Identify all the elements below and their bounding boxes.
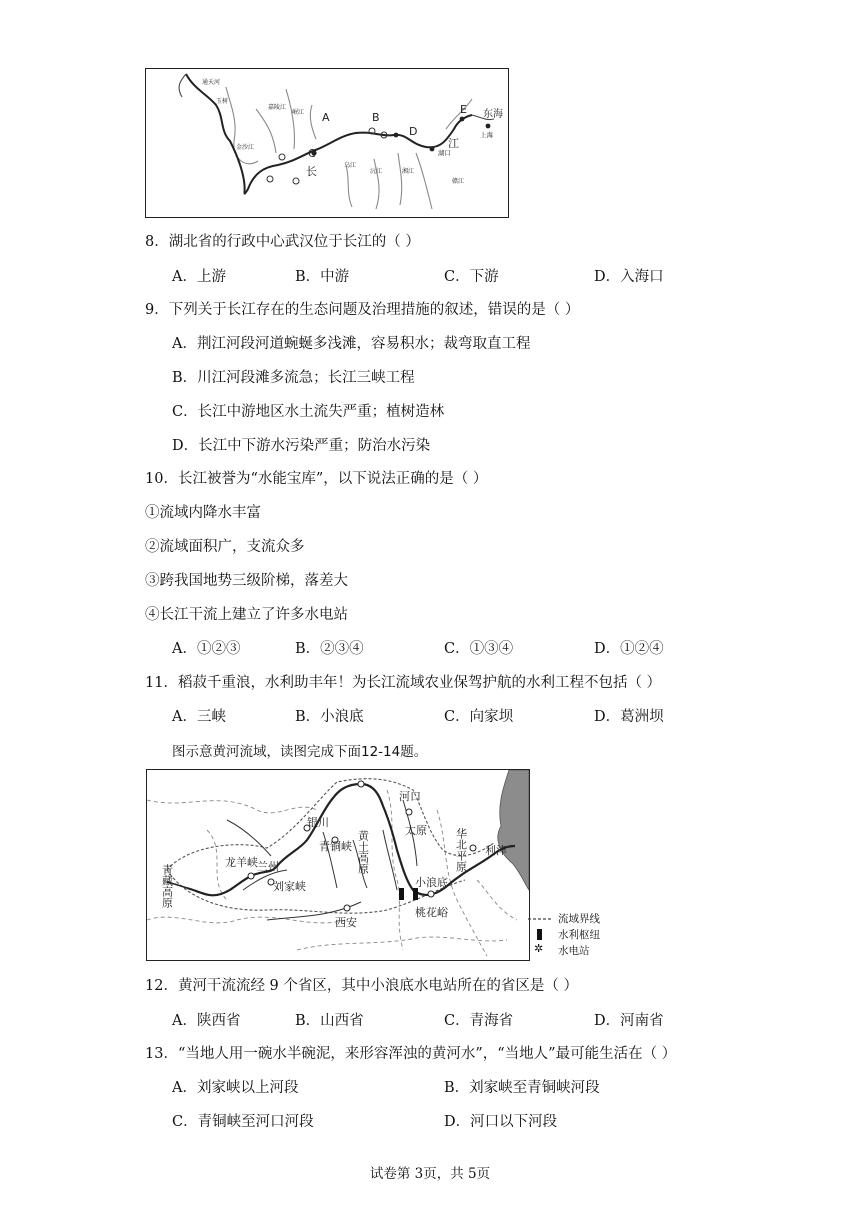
- q13-option-b[interactable]: B．刘家峡至青铜峡河段: [444, 1080, 600, 1096]
- legend-hydropower-station: 水电站: [558, 945, 590, 957]
- q10-statement-1: ①流域内降水丰富: [145, 505, 261, 521]
- q8-option-c[interactable]: C．下游: [444, 269, 499, 285]
- legend-water-project: 水利枢纽: [558, 929, 600, 941]
- map1-label-shanghai: 上海: [480, 131, 493, 139]
- q11-stem: 11．稻菽千重浪，水利助丰年！为长江流域农业保驾护航的水利工程不包括（ ）: [145, 675, 662, 691]
- q9-option-a[interactable]: A．荆江河段河道蜿蜒多浅滩，容易积水；裁弯取直工程: [172, 336, 531, 352]
- q8-stem: 8．湖北省的行政中心武汉位于长江的（ ）: [145, 234, 420, 250]
- yangtze-map: [145, 68, 509, 218]
- q11-option-c[interactable]: C．向家坝: [444, 709, 514, 725]
- map1-label-jialingjiang: 嘉陵江: [268, 104, 287, 111]
- q10-statement-2: ②流域面积广，支流众多: [145, 539, 305, 555]
- q11-option-d[interactable]: D．葛洲坝: [594, 709, 664, 725]
- map2-label-qingtongxia: 青铜峡: [319, 840, 352, 853]
- q12-option-d[interactable]: D．河南省: [594, 1013, 664, 1029]
- map1-label-hukou: 湖口: [438, 149, 451, 157]
- legend-basin-boundary: 流域界线: [558, 913, 600, 925]
- map1-label-d: D: [409, 125, 418, 138]
- yellow-river-map-svg: [147, 770, 529, 960]
- hydropower-station-legend-icon: ✲: [534, 942, 544, 955]
- q10-option-b[interactable]: B．②③④: [295, 641, 364, 657]
- map1-label-xiangjiang: 湘江: [402, 168, 415, 175]
- q9-option-b[interactable]: B．川江河段滩多流急；长江三峡工程: [172, 370, 415, 386]
- map1-label-ganjiang: 赣江: [452, 178, 465, 185]
- q8-option-b[interactable]: B．中游: [295, 269, 350, 285]
- q10-stem: 10．长江被誉为“水能宝库”，以下说法正确的是（ ）: [145, 471, 488, 487]
- q13-option-c[interactable]: C．青铜峡至河口河段: [172, 1114, 314, 1130]
- map1-label-jinshajiang: 金沙江: [236, 144, 255, 151]
- map1-label-b: B: [372, 111, 380, 124]
- q9-stem: 9．下列关于长江存在的生态问题及治理措施的叙述，错误的是（ ）: [145, 302, 580, 318]
- map1-label-wujiang: 乌江: [344, 162, 357, 169]
- q10-option-c[interactable]: C．①③④: [444, 641, 514, 657]
- q10-option-a[interactable]: A．①②③: [172, 641, 241, 657]
- map1-label-minjiang: 岷江: [292, 109, 305, 116]
- map2-label-qingzang: 青藏高原: [160, 864, 174, 908]
- q13-stem: 13．“当地人用一碗水半碗泥，来形容浑浊的黄河水”，“当地人”最可能生活在（ ）: [145, 1046, 677, 1062]
- q10-option-d[interactable]: D．①②④: [594, 641, 664, 657]
- q12-option-b[interactable]: B．山西省: [295, 1013, 364, 1029]
- map2-label-xian: 西安: [335, 916, 357, 929]
- map1-label-yushu: 玉树: [216, 98, 229, 105]
- map2-legend: [528, 911, 638, 959]
- q9-option-c[interactable]: C．长江中游地区水土流失严重；植树造林: [172, 404, 445, 420]
- q10-statement-4: ④长江干流上建立了许多水电站: [145, 607, 348, 623]
- yellow-river-map: [146, 769, 530, 961]
- map2-label-huangtu: 黄土高原: [356, 830, 370, 874]
- q11-option-b[interactable]: B．小浪底: [295, 709, 364, 725]
- q13-option-a[interactable]: A．刘家峡以上河段: [172, 1080, 299, 1096]
- map1-label-chang: 长: [306, 165, 317, 178]
- map1-label-e: E: [460, 103, 467, 116]
- q9-option-d[interactable]: D．长江中下游水污染严重；防治水污染: [172, 438, 431, 454]
- q13-option-d[interactable]: D．河口以下河段: [444, 1114, 558, 1130]
- map2-label-lijin: 利津: [485, 844, 507, 857]
- yangtze-map-svg: [146, 69, 508, 217]
- map2-label-huabei: 华北平原: [454, 828, 468, 872]
- q12-option-a[interactable]: A．陕西省: [172, 1013, 241, 1029]
- dam-legend-icon: [528, 929, 552, 941]
- map2-label-yinchuan: 银川: [307, 816, 329, 829]
- q11-option-a[interactable]: A．三峡: [172, 709, 226, 725]
- q12-stem: 12．黄河干流流经 9 个省区，其中小浪底水电站所在的省区是（ ）: [145, 978, 579, 994]
- map1-label-donghai: 东海: [483, 109, 503, 120]
- map1-label-c: C: [308, 147, 316, 160]
- map2-label-taohuayu: 桃花峪: [415, 906, 448, 919]
- map2-label-taiyuan: 太原: [405, 824, 427, 837]
- map1-label-tongtianhe: 通天河: [202, 79, 221, 86]
- map2-label-lanzhou: 兰州: [257, 860, 279, 873]
- q10-statement-3: ③跨我国地势三级阶梯，落差大: [145, 573, 348, 589]
- section-intro: 图示意黄河流域，读图完成下面12-14题。: [172, 744, 428, 760]
- q8-option-a[interactable]: A．上游: [172, 269, 226, 285]
- map2-label-liujiaxia: 刘家峡: [273, 880, 306, 893]
- q12-option-c[interactable]: C．青海省: [444, 1013, 514, 1029]
- map2-label-hekou: 河口: [399, 790, 421, 803]
- map1-label-jiang: 江: [448, 137, 459, 150]
- map2-label-xiaolangdi: 小浪底: [415, 876, 448, 889]
- basin-boundary-legend-icon: [528, 914, 552, 924]
- map1-label-yuanjiang: 沅江: [370, 168, 383, 175]
- map2-label-longyangxia: 龙羊峡: [225, 856, 258, 869]
- page-footer: 试卷第 3页，共 5页: [369, 1166, 491, 1182]
- q8-option-d[interactable]: D．入海口: [594, 269, 664, 285]
- map1-label-a: A: [322, 111, 330, 124]
